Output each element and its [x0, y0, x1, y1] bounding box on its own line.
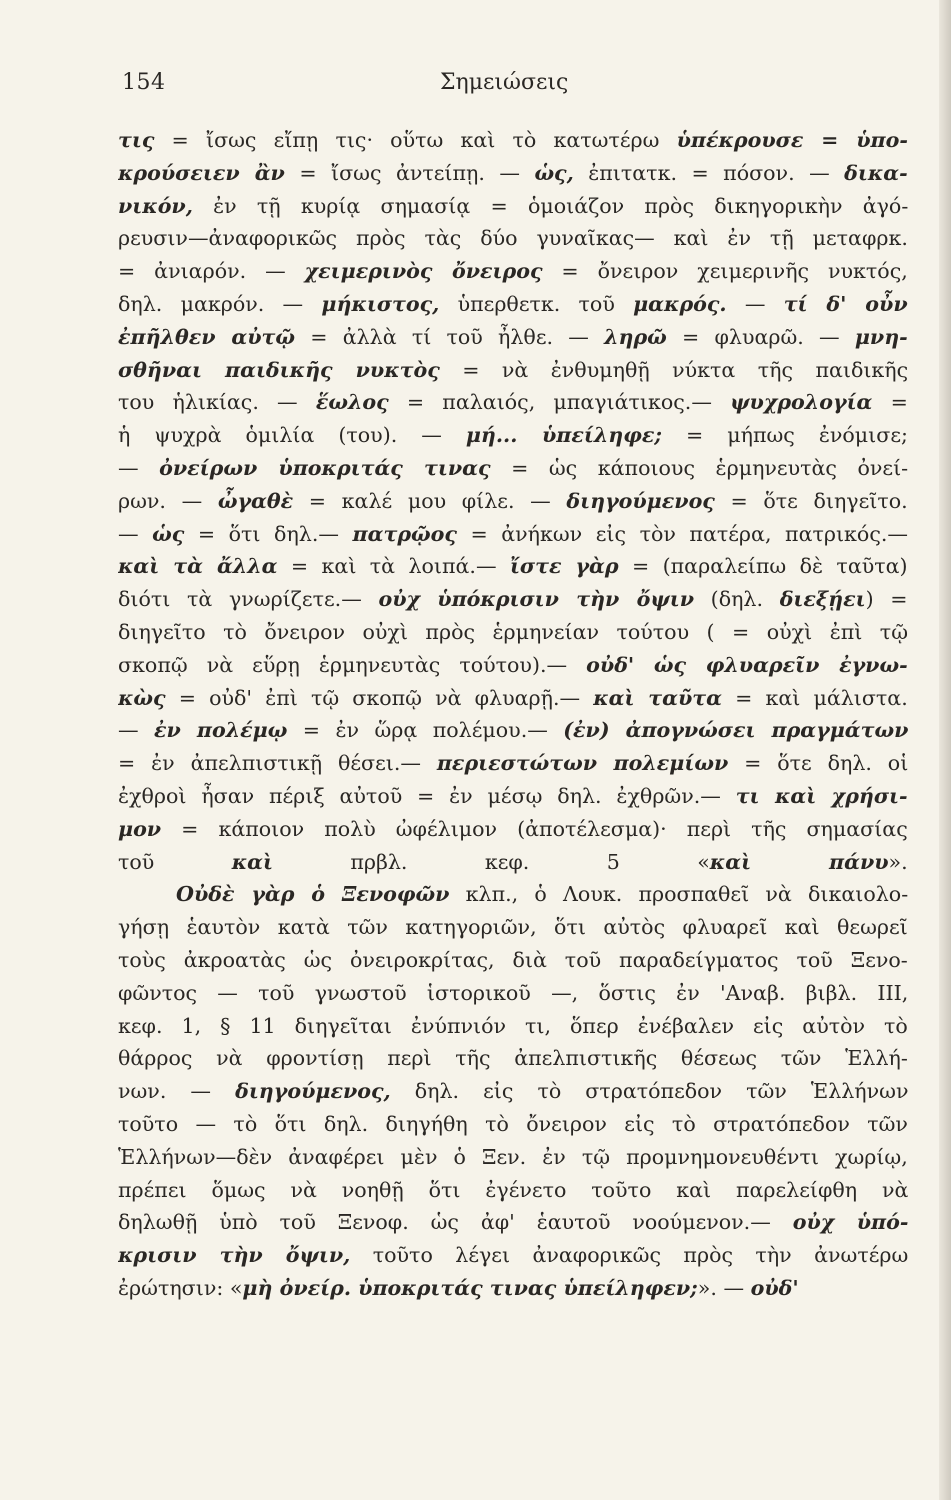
gloss-text: τοὺς ἀκροατὰς ὡς ὀνειροκρίτας, διὰ τοῦ παραδείγματος τοῦ Ξενο- — [118, 947, 908, 972]
lemma-text: ὡς, — [534, 160, 574, 185]
text-line — [118, 1141, 908, 1174]
lemma-text: μον — [118, 816, 162, 841]
text-line — [118, 1206, 908, 1239]
gloss-text: ἐχθροὶ ἦσαν πέριξ αὐτοῦ = ἐν μέσῳ δηλ. ἐχθρῶν.— — [118, 783, 736, 808]
gloss-text: = ἐν ἀπελπιστικῇ θέσει.— — [118, 751, 437, 776]
text-line — [118, 977, 908, 1010]
gloss-text: = (παραλείπω δὲ ταῦτα) — [618, 554, 908, 579]
text-line — [118, 288, 908, 321]
gloss-text: = ἐν ὥρᾳ πολέμου.— — [287, 718, 564, 743]
text-line — [118, 1010, 908, 1043]
lemma-text: τι καὶ χρήσι- — [735, 783, 908, 808]
text-line — [118, 255, 908, 288]
lemma-text: ληρῶ — [604, 324, 667, 349]
gloss-text: = — [872, 390, 908, 415]
gloss-text: — — [118, 521, 153, 546]
text-line — [118, 485, 908, 518]
lemma-text: οὐδ' — [750, 1275, 799, 1300]
gloss-text: Ἑλλήνων—δὲν ἀναφέρει μὲν ὁ Ξεν. ἐν τῷ προμνημονευθέντι χωρίῳ, — [118, 1144, 908, 1169]
gloss-text: = ὡς κάποιους ἑρμηνευτὰς ὀνεί- — [490, 455, 908, 480]
lemma-text: νικόν, — [118, 193, 193, 218]
gloss-text: δηλ. μακρόν. — — [118, 291, 322, 316]
gloss-text: — — [118, 455, 160, 480]
gloss-text: = καλέ μου φίλε. — — [293, 488, 567, 513]
lemma-text: (ἐν) ἀπογνώσει πραγμάτων — [563, 718, 908, 743]
gloss-text: φῶντος — τοῦ γνωστοῦ ἱστορικοῦ —, ὅστις ἐν 'Αναβ. βιβλ. III, — [118, 980, 908, 1005]
gloss-text: ρων. — — [118, 488, 218, 513]
page-edge — [939, 0, 951, 1500]
lemma-text: ἐν πολέμῳ — [154, 718, 288, 743]
text-line — [118, 124, 908, 157]
lemma-text: ὑπέκρουσε = ὑπο- — [676, 128, 908, 152]
lemma-text: δικα- — [844, 160, 908, 185]
lemma-text: μήκιστος, — [321, 291, 440, 316]
gloss-text: θάρρος νὰ φροντίσῃ περὶ τῆς ἀπελπιστικῆς θέσεως τῶν Ἑλλή- — [118, 1046, 908, 1071]
text-line — [118, 583, 908, 616]
lemma-text: χειμερινὸς ὄνειρος — [304, 259, 543, 284]
text-line — [118, 747, 908, 780]
gloss-text: σκοπῷ νὰ εὕρῃ ἑρμηνευτὰς τούτου).— — [118, 652, 587, 677]
lemma-text: κὼς — [118, 685, 166, 710]
lemma-text: πατρῷος — [352, 521, 457, 546]
notes-body — [118, 124, 908, 1305]
text-line — [118, 452, 908, 485]
lemma-text: κρούσειεν ἂν — [118, 160, 285, 185]
gloss-text: = ὅτε δηλ. οἱ — [728, 751, 908, 776]
lemma-text: σθῆναι παιδικῆς νυκτὸς — [118, 357, 440, 382]
lemma-text: διηγούμενος, — [235, 1079, 391, 1104]
gloss-text: = ἴσως ἀντείπῃ. — — [284, 160, 535, 185]
lemma-text: τις — [118, 128, 155, 152]
lemma-text: μνη- — [854, 324, 908, 349]
gloss-text: = παλαιός, μπαγιάτικος.— — [388, 390, 731, 415]
lemma-text: Οὐδὲ γὰρ ὁ Ξενοφῶν — [176, 882, 450, 907]
text-line — [118, 222, 908, 255]
text-line — [118, 550, 908, 583]
text-line — [118, 1239, 908, 1272]
text-line — [118, 944, 908, 977]
gloss-text: = ἀνήκων εἰς τὸν πατέρα, πατρικός.— — [456, 521, 908, 546]
gloss-text: ὑπερθετκ. τοῦ — [439, 291, 634, 316]
gloss-text: του ἡλικίας. — — [118, 390, 316, 415]
text-line — [118, 1174, 908, 1207]
lemma-text: τί δ' οὖν — [783, 291, 908, 316]
text-line — [118, 813, 908, 846]
gloss-text: δηλωθῇ ὑπὸ τοῦ Ξενοφ. ὡς ἀφ' ἑαυτοῦ νοούμενον.— — [118, 1210, 793, 1235]
gloss-text: τοῦτο λέγει ἀναφορικῶς πρὸς τὴν ἀνωτέρω — [350, 1243, 908, 1268]
gloss-text: διότι τὰ γνωρίζετε.— — [118, 587, 379, 612]
gloss-text: = ὄνειρον χειμερινῆς νυκτός, — [542, 259, 908, 284]
gloss-text: ἐπιτατκ. = πόσον. — — [573, 160, 845, 185]
running-title: Σημειώσεις — [440, 70, 569, 95]
lemma-text: οὐχ ὑπό- — [792, 1210, 908, 1235]
gloss-text: = καὶ μάλιστα. — [721, 685, 908, 710]
lemma-text: καὶ πάνυ — [709, 849, 889, 874]
text-line — [118, 518, 908, 551]
gloss-text: γήσῃ ἑαυτὸν κατὰ τῶν κατηγοριῶν, ὅτι αὐτὸς φλυαρεῖ καὶ θεωρεῖ — [118, 915, 908, 940]
lemma-text: ὀνείρων ὑποκριτάς τινας — [159, 455, 491, 480]
gloss-text: ) = — [865, 587, 908, 612]
gloss-text: ». — — [697, 1275, 751, 1300]
gloss-text: = μήπως ἐνόμισε; — [662, 423, 908, 448]
lemma-text: καὶ ταῦτα — [593, 685, 722, 710]
lemma-text: ἴστε γὰρ — [509, 554, 619, 579]
gloss-text: = οὐδ' ἐπὶ τῷ σκοπῷ νὰ φλυαρῇ.— — [165, 685, 594, 710]
text-line — [118, 780, 908, 813]
gloss-text: = καὶ τὰ λοιπά.— — [277, 554, 510, 579]
text-line — [118, 1042, 908, 1075]
gloss-text: = ἴσως εἴπῃ τις· οὕτω καὶ τὸ κατωτέρω — [154, 128, 677, 152]
gloss-text: ἐν τῇ κυρίᾳ σημασίᾳ = ὁμοιάζον πρὸς δικηγορικὴν ἀγό- — [192, 193, 908, 218]
text-line — [118, 616, 908, 649]
gloss-text: — — [118, 718, 155, 743]
gloss-text: ἡ ψυχρὰ ὁμιλία (του). — — [118, 423, 466, 448]
text-line — [118, 682, 908, 715]
gloss-text: — — [726, 291, 784, 316]
gloss-text: ἐρώτησιν: « — [118, 1275, 243, 1300]
text-line — [118, 1075, 908, 1108]
lemma-text: ὡς — [152, 521, 185, 546]
lemma-text: μακρός. — [633, 291, 727, 316]
text-line — [118, 190, 908, 223]
gloss-text: νων. — — [118, 1079, 236, 1104]
gloss-text: = ἀνιαρόν. — — [118, 259, 305, 284]
text-line — [118, 1272, 908, 1305]
lemma-text: περιεστώτων πολεμίων — [436, 751, 729, 776]
gloss-text: τοῦτο — τὸ ὅτι δηλ. διηγήθη τὸ ὄνειρον εἰς τὸ στρατόπεδον τῶν — [118, 1111, 908, 1136]
text-line — [118, 354, 908, 387]
gloss-text: = ὅτι δηλ.— — [184, 521, 353, 546]
lemma-text: διηγούμενος — [566, 488, 715, 513]
page-number: 154 — [122, 70, 166, 95]
gloss-text: δηλ. εἰς τὸ στρατόπεδον τῶν Ἑλλήνων — [390, 1079, 908, 1104]
gloss-text: = ἀλλὰ τί τοῦ ἦλθε. — — [295, 324, 605, 349]
page-header — [122, 70, 891, 104]
gloss-text: = ὅτε διηγεῖτο. — [714, 488, 908, 513]
gloss-text: ρευσιν—ἀναφορικῶς πρὸς τὰς δύο γυναῖκας— καὶ ἐν τῇ μεταφρκ. — [118, 226, 908, 251]
gloss-text: = νὰ ἐνθυμηθῇ νύκτα τῆς παιδικῆς — [439, 357, 908, 382]
lemma-text: διεξῄει — [779, 587, 866, 612]
text-line — [118, 419, 908, 452]
lemma-text: κρισιν τὴν ὄψιν, — [118, 1243, 351, 1268]
lemma-text: ὦγαθὲ — [217, 488, 294, 513]
gloss-text: πρβλ. κεφ. 5 « — [272, 849, 710, 874]
lemma-text: ψυχρολογία — [730, 390, 873, 415]
gloss-text: (δηλ. — [694, 587, 780, 612]
text-line — [118, 878, 908, 911]
lemma-text: οὐδ' ὡς φλυαρεῖν ἐγνω- — [586, 652, 908, 677]
lemma-text: μή... ὑπείληφε; — [465, 423, 663, 448]
gloss-text: = φλυαρῶ. — — [666, 324, 855, 349]
text-line — [118, 649, 908, 682]
gloss-text: = κάποιον πολὺ ὠφέλιμον (ἀποτέλεσμα)· περὶ τῆς σημασίας — [161, 816, 908, 841]
gloss-text: ». — [888, 849, 908, 874]
gloss-text: τοῦ — [118, 849, 232, 874]
text-line — [118, 911, 908, 944]
gloss-text: διηγεῖτο τὸ ὄνειρον οὐχὶ πρὸς ἑρμηνείαν τούτου ( = οὐχὶ ἐπὶ τῷ — [118, 619, 908, 644]
gloss-text: κλπ., ὁ Λουκ. προσπαθεῖ νὰ δικαιολο- — [449, 882, 908, 907]
text-line — [118, 321, 908, 354]
lemma-text: ἕωλος — [315, 390, 389, 415]
lemma-text: ἐπῆλθεν αὐτῷ — [118, 324, 295, 349]
text-line — [118, 157, 908, 190]
lemma-text: καὶ — [231, 849, 273, 874]
text-line — [118, 846, 908, 879]
text-line — [118, 714, 908, 747]
text-line — [118, 1108, 908, 1141]
gloss-text: πρέπει ὅμως νὰ νοηθῇ ὅτι ἐγένετο τοῦτο καὶ παρελείφθη νὰ — [118, 1177, 908, 1202]
lemma-text: μὴ ὀνείρ. ὑποκριτάς τινας ὑπείληφεν; — [242, 1275, 698, 1300]
gloss-text: κεφ. 1, § 11 διηγεῖται ἐνύπνιόν τι, ὅπερ ἐνέβαλεν εἰς αὐτὸν τὸ — [118, 1013, 908, 1038]
lemma-text: καὶ τὰ ἄλλα — [118, 554, 278, 579]
lemma-text: οὐχ ὑπόκρισιν τὴν ὄψιν — [378, 587, 694, 612]
text-line — [118, 386, 908, 419]
